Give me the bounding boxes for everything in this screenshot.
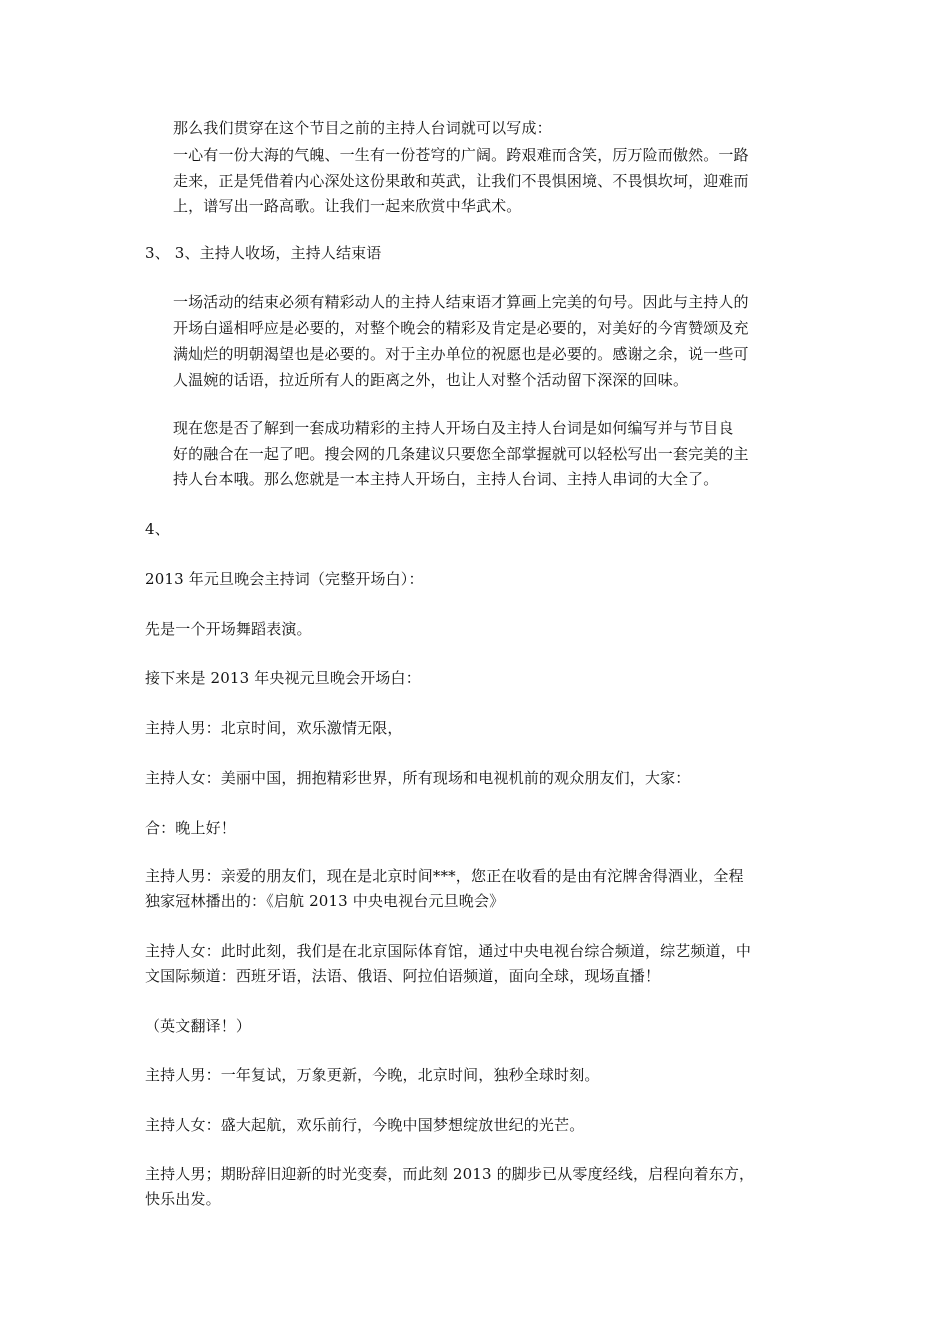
- script-line: （英文翻译！）: [145, 1017, 252, 1035]
- script-line: 接下来是 2013 年央视元旦晚会开场白：: [145, 669, 421, 687]
- paragraph-line: 一场活动的结束必须有精彩动人的主持人结束语才算画上完美的句号。因此与主持人的: [173, 293, 749, 311]
- script-line: 主持人女：此时此刻，我们是在北京国际体育馆，通过中央电视台综合频道，综艺频道，中: [145, 942, 752, 960]
- paragraph-line: 满灿烂的明朝渴望也是必要的。对于主办单位的祝愿也是必要的。感谢之余，说一些可: [173, 345, 749, 363]
- script-line: 主持人男；期盼辞旧迎新的时光变奏，而此刻 2013 的脚步已从零度经线，启程向着东方，: [145, 1165, 755, 1183]
- intro-line: 走来，正是凭借着内心深处这份果敢和英武，让我们不畏惧困境、不畏惧坎坷，迎难而: [173, 172, 749, 190]
- script-line: 独家冠林播出的：《启航 2013 中央电视台元旦晚会》: [145, 892, 505, 910]
- script-line: 主持人女：盛大起航，欢乐前行，今晚中国梦想绽放世纪的光芒。: [145, 1116, 585, 1134]
- intro-line: 一心有一份大海的气魄、一生有一份苍穹的广阔。跨艰难而含笑，厉万险而傲然。一路: [173, 146, 749, 164]
- paragraph-line: 持人台本哦。那么您就是一本主持人开场白，主持人台词、主持人串词的大全了。: [173, 470, 719, 488]
- paragraph-line: 人温婉的话语，拉近所有人的距离之外，也让人对整个活动留下深深的回味。: [173, 371, 689, 389]
- script-line: 先是一个开场舞蹈表演。: [145, 620, 312, 638]
- script-line: 主持人男：一年复试，万象更新，今晚，北京时间，独秒全球时刻。: [145, 1066, 600, 1084]
- paragraph-line: 现在您是否了解到一套成功精彩的主持人开场白及主持人台词是如何编写并与节目良: [173, 419, 734, 437]
- script-line: 主持人男：亲爱的朋友们，现在是北京时间***，您正在收看的是由有沱牌舍得酒业，全程: [145, 867, 744, 885]
- script-line: 主持人男：北京时间，欢乐激情无限，: [145, 719, 403, 737]
- paragraph-line: 好的融合在一起了吧。搜会网的几条建议只要您全部掌握就可以轻松写出一套完美的主: [173, 445, 749, 463]
- script-line: 主持人女：美丽中国，拥抱精彩世界，所有现场和电视机前的观众朋友们，大家：: [145, 769, 691, 787]
- intro-line: 那么我们贯穿在这个节目之前的主持人台词就可以写成：: [173, 119, 552, 137]
- script-line: 快乐出发。: [145, 1190, 221, 1208]
- script-line: 2013 年元旦晚会主持词（完整开场白）：: [145, 570, 424, 588]
- section-4-heading: 4、: [145, 520, 170, 538]
- script-line: 合：晚上好！: [145, 819, 236, 837]
- section-3-heading: 3、 3、主持人收场，主持人结束语: [145, 244, 382, 262]
- script-line: 文国际频道：西班牙语，法语、俄语、阿拉伯语频道，面向全球，现场直播！: [145, 967, 661, 985]
- paragraph-line: 开场白遥相呼应是必要的，对整个晚会的精彩及肯定是必要的，对美好的今宵赞颂及充: [173, 319, 749, 337]
- intro-line: 上，谱写出一路高歌。让我们一起来欣赏中华武术。: [173, 197, 522, 215]
